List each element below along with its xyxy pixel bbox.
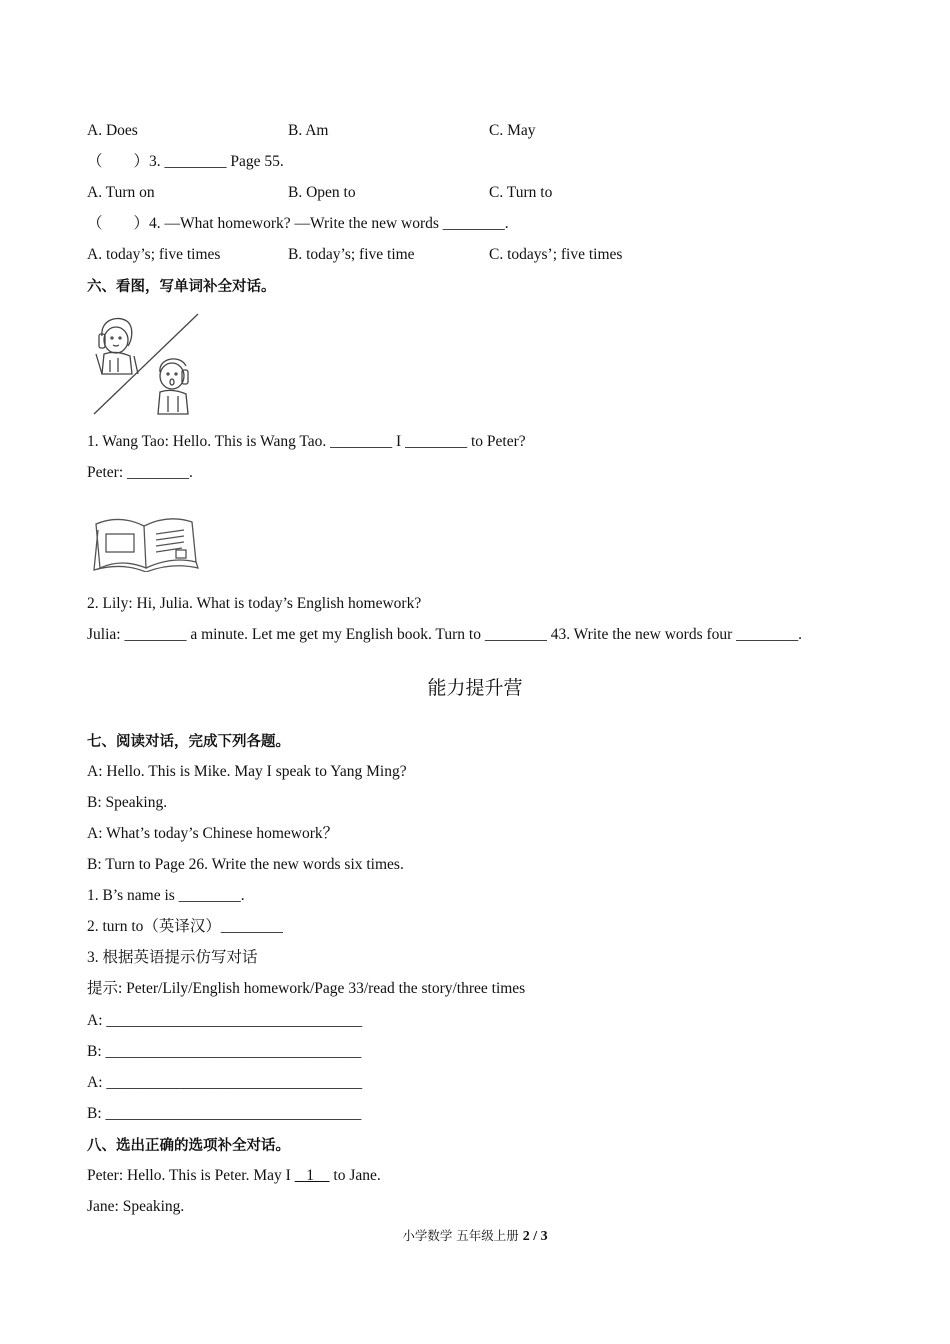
section8-line1-post: to Jane. <box>329 1167 381 1184</box>
section7-q3: 3. 根据英语提示仿写对话 <box>87 949 258 966</box>
q4-stem: （ ）4. —What homework? —Write the new words ________. <box>87 215 509 232</box>
dialogue1-line1: 1. Wang Tao: Hello. This is Wang Tao. ________ I ________ to Peter? <box>87 433 526 450</box>
open-book-illustration <box>92 510 200 572</box>
reading-line-1: A: Hello. This is Mike. May I speak to Yang Ming? <box>87 763 407 780</box>
section8-line1-pre: Peter: Hello. This is Peter. May I <box>87 1167 295 1184</box>
q3-options <box>87 183 847 203</box>
q2-option-a: A. Does <box>87 122 138 139</box>
q3-option-c: C. Turn to <box>489 184 553 201</box>
q2-option-c: C. May <box>489 122 536 139</box>
q4-option-a: A. today’s; five times <box>87 246 221 263</box>
section7-q2: 2. turn to（英译汉）________ <box>87 918 283 935</box>
q2-option-b: B. Am <box>288 122 329 139</box>
dialogue2-line2: Julia: ________ a minute. Let me get my English book. Turn to ________ 43. Write the new words four ________. <box>87 626 803 643</box>
q2-options <box>87 121 847 141</box>
section8-heading: 八、选出正确的选项补全对话。 <box>87 1138 290 1154</box>
blank-1: 1 <box>294 1167 330 1184</box>
q4-option-c: C. todays’; five times <box>489 246 623 263</box>
q3-option-b: B. Open to <box>288 184 356 201</box>
page-footer <box>0 1228 950 1245</box>
dialogue1-line2: Peter: ________. <box>87 464 193 481</box>
q4-option-b: B. today’s; five time <box>288 246 415 263</box>
section7-hint: 提示: Peter/Lily/English homework/Page 33/read the story/three times <box>87 980 526 997</box>
answer-blank-1: A: _________________________________ <box>87 1012 363 1029</box>
section7-heading: 七、阅读对话，完成下列各题。 <box>87 734 290 750</box>
reading-line-3: A: What’s today’s Chinese homework？ <box>87 825 339 842</box>
answer-blank-2: B: _________________________________ <box>87 1043 362 1060</box>
ability-section-title: 能力提升营 <box>427 677 523 699</box>
dialogue2-line1: 2. Lily: Hi, Julia. What is today’s English homework? <box>87 595 422 612</box>
section7-q1: 1. B’s name is ________. <box>87 887 245 904</box>
section8-line2: Jane: Speaking. <box>87 1198 185 1215</box>
q3-option-a: A. Turn on <box>87 184 155 201</box>
answer-blank-3: A: _________________________________ <box>87 1074 363 1091</box>
phone-call-illustration <box>88 310 203 420</box>
footer-text: 小学数学 五年级上册 <box>402 1228 523 1243</box>
q4-options <box>87 245 847 265</box>
q3-stem: （ ）3. ________ Page 55. <box>87 153 284 170</box>
reading-line-4: B: Turn to Page 26. Write the new words six times. <box>87 856 404 873</box>
page-number: 2 / 3 <box>522 1229 548 1244</box>
answer-blank-4: B: _________________________________ <box>87 1105 362 1122</box>
section6-heading: 六、看图，写单词补全对话。 <box>87 279 276 295</box>
reading-line-2: B: Speaking. <box>87 794 168 811</box>
section8-line1 <box>87 1166 381 1186</box>
